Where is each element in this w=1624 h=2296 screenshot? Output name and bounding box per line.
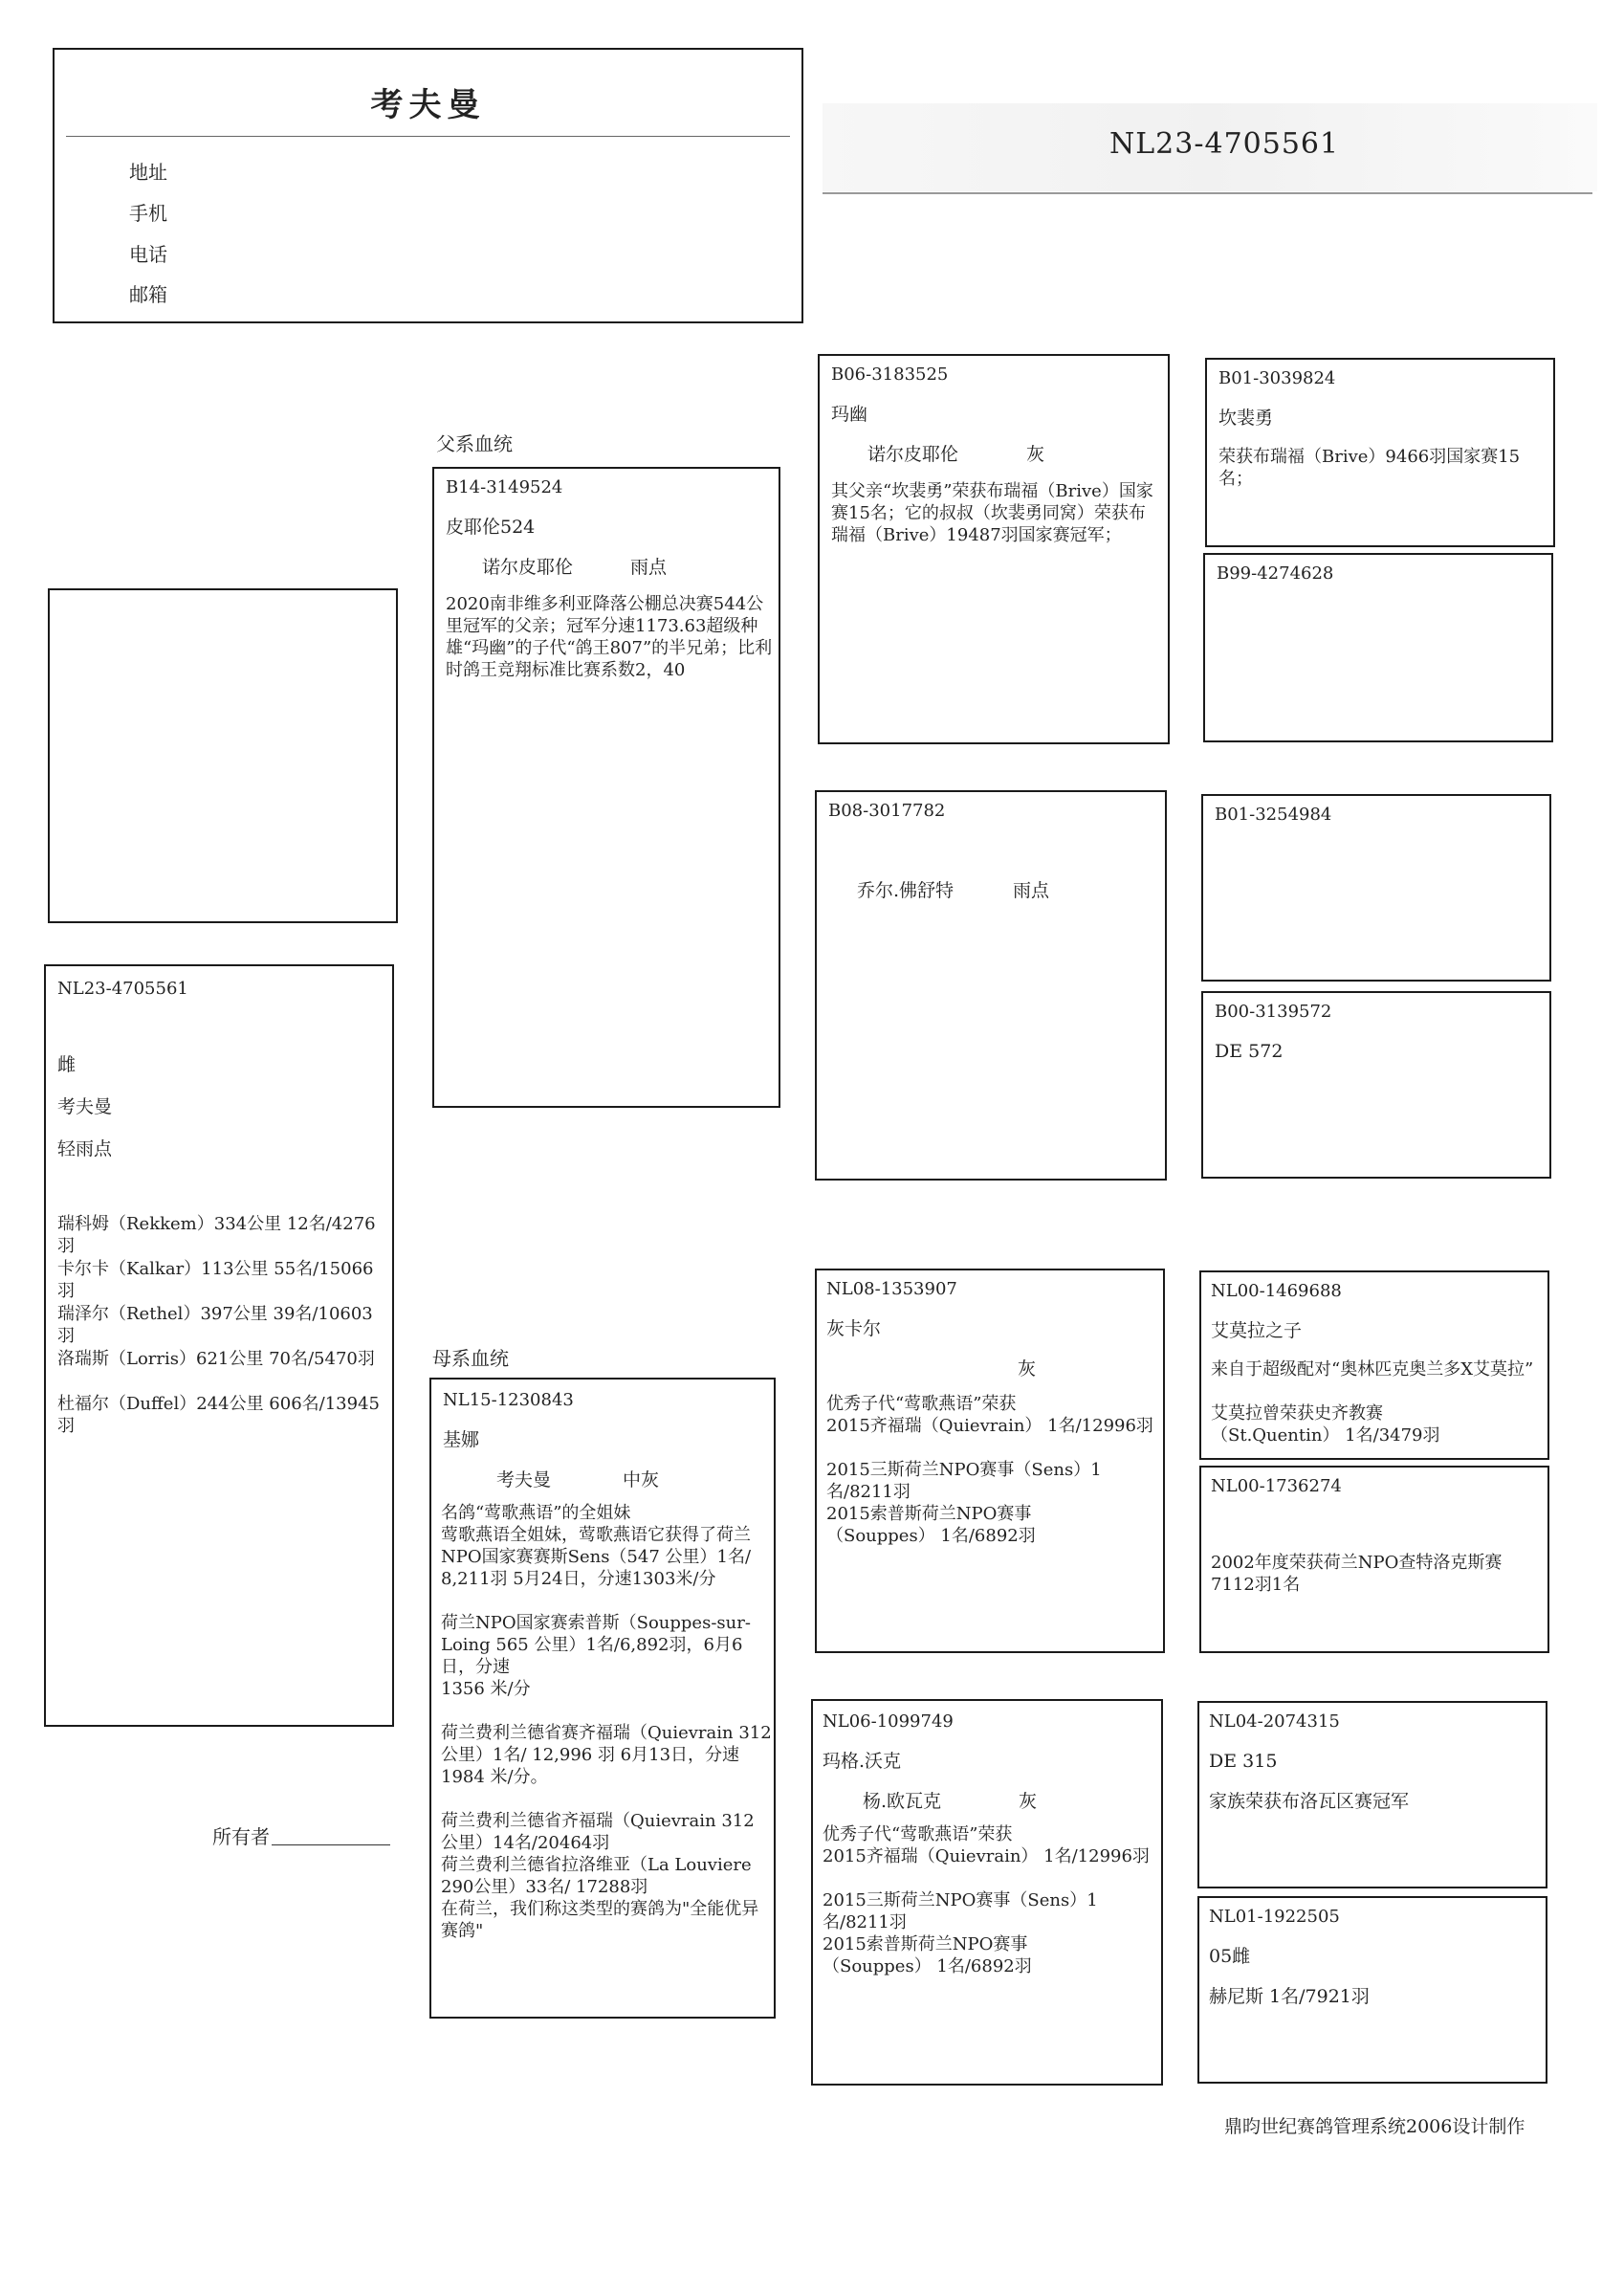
sire-dam-box bbox=[815, 790, 1167, 1181]
owner-header-box bbox=[53, 48, 803, 323]
sire-dam-ring: B08-3017782 bbox=[828, 801, 946, 821]
sss-name: 坎裴勇 bbox=[1218, 408, 1274, 429]
dam-sire-note: 2015索普斯荷兰NPO赛事 bbox=[826, 1504, 1032, 1524]
sdd-name: DE 572 bbox=[1215, 1041, 1284, 1062]
subject-box bbox=[44, 964, 394, 1727]
sire-color: 雨点 bbox=[630, 557, 668, 578]
dam-color: 中灰 bbox=[623, 1469, 660, 1490]
dam-sire-note: 2015齐福瑞（Quievrain） 1名/12996羽 bbox=[826, 1416, 1153, 1436]
dam-dam-note: 2015索普斯荷兰NPO赛事 bbox=[823, 1934, 1028, 1954]
dam-dam-note: （Souppes） 1名/6892羽 bbox=[823, 1956, 1032, 1976]
subject-result: 瑞科姆（Rekkem）334公里 12名/4276羽 bbox=[57, 1214, 376, 1256]
owner-signature-label: 所有者 bbox=[212, 1825, 270, 1848]
sire-notes: 2020南非维多利亚降落公棚总决赛544公里冠军的父亲；冠军分速1173.63超级种雄“玛幽”的子代“鸽王807”的半兄弟；比利时鸽王竞翔标准比赛系数2，40 bbox=[446, 594, 773, 680]
ring-number-header: NL23-4705561 bbox=[1109, 127, 1340, 161]
dam-line-label: 母系血统 bbox=[432, 1347, 509, 1370]
dam-sire-name: 灰卡尔 bbox=[826, 1318, 882, 1339]
dam-sire-note: 优秀子代“莺歌燕语”荣获 bbox=[826, 1394, 1017, 1414]
dsd-ring: NL00-1736274 bbox=[1211, 1476, 1342, 1496]
sire-box bbox=[432, 467, 780, 1108]
dam-dam-ring: NL06-1099749 bbox=[823, 1711, 954, 1732]
dam-sire-ring: NL08-1353907 bbox=[826, 1279, 957, 1299]
sire-line-label: 父系血统 bbox=[436, 432, 513, 455]
sire-dam-color: 雨点 bbox=[1013, 880, 1050, 901]
dsd-notes: 2002年度荣获荷兰NPO查特洛克斯赛7112羽1名 bbox=[1211, 1553, 1503, 1595]
header-divider bbox=[66, 136, 790, 137]
mobile-label: 手机 bbox=[129, 202, 167, 225]
subject-breeder: 考夫曼 bbox=[57, 1096, 113, 1117]
dam-sire-note: 2015三斯荷兰NPO赛事（Sens）1名/8211羽 bbox=[826, 1460, 1102, 1502]
dds-notes: 家族荣获布洛瓦区赛冠军 bbox=[1209, 1791, 1410, 1812]
dam-note: 荷兰费利兰德省拉洛维亚（La Louviere 290公里）33名/ 17288羽 bbox=[441, 1855, 752, 1897]
subject-color: 轻雨点 bbox=[57, 1138, 113, 1159]
subject-result: 洛瑞斯（Lorris）621公里 70名/5470羽 bbox=[57, 1349, 375, 1369]
dam-dam-box bbox=[811, 1699, 1163, 2086]
ddd-name: 05雌 bbox=[1209, 1946, 1251, 1967]
sire-sire-color: 灰 bbox=[1026, 444, 1045, 465]
dsd-box bbox=[1199, 1466, 1549, 1653]
sire-name: 皮耶伦524 bbox=[446, 517, 536, 538]
ring-header-rule bbox=[823, 192, 1592, 194]
ddd-box bbox=[1197, 1896, 1547, 2084]
ddd-notes: 赫尼斯 1名/7921羽 bbox=[1209, 1986, 1370, 2007]
dam-box bbox=[429, 1378, 776, 2019]
dam-note: 名鸽“莺歌燕语”的全姐妹 bbox=[441, 1503, 631, 1523]
dam-sire-color: 灰 bbox=[1018, 1358, 1037, 1380]
ssd-box bbox=[1203, 553, 1553, 742]
dam-note: 在荷兰，我们称这类型的赛鸽为"全能优异赛鸽" bbox=[441, 1899, 759, 1941]
phone-label: 电话 bbox=[129, 243, 167, 266]
sire-ring: B14-3149524 bbox=[446, 477, 563, 497]
dam-note: 荷兰NPO国家赛索普斯（Souppes-sur-Loing 565 公里）1名/6,892羽，6月6日，分速 bbox=[441, 1613, 751, 1677]
sire-sire-notes: 其父亲“坎裴勇”荣获布瑞福（Brive）国家赛15名；它的叔叔（坎裴勇同窝）荣获布瑞福（Brive）19487羽国家赛冠军； bbox=[831, 481, 1153, 545]
sss-box bbox=[1205, 358, 1555, 547]
sdd-box bbox=[1201, 991, 1551, 1179]
dss-ring: NL00-1469688 bbox=[1211, 1281, 1342, 1301]
dam-dam-note: 优秀子代“莺歌燕语”荣获 bbox=[823, 1824, 1013, 1844]
subject-result: 卡尔卡（Kalkar）113公里 55名/15066羽 bbox=[57, 1259, 374, 1301]
dam-ring: NL15-1230843 bbox=[443, 1390, 574, 1410]
dam-note: 荷兰费利兰德省赛齐福瑞（Quievrain 312 公里）1名/ 12,996 羽 6月13日，分速 1984 米/分。 bbox=[441, 1723, 772, 1787]
subject-result: 杜福尔（Duffel）244公里 606名/13945羽 bbox=[57, 1394, 380, 1436]
subject-sex: 雌 bbox=[57, 1054, 77, 1075]
dss-note: 艾莫拉曾荣获史齐教赛 bbox=[1211, 1403, 1383, 1424]
dam-note: 莺歌燕语全姐妹，莺歌燕语它获得了荷兰NPO国家赛赛斯Sens（547 公里）1名/ 8,211羽 5月24日，分速1303米/分 bbox=[441, 1525, 752, 1589]
dss-name: 艾莫拉之子 bbox=[1211, 1320, 1303, 1341]
sds-box bbox=[1201, 794, 1551, 982]
dss-box bbox=[1199, 1270, 1549, 1460]
sire-sire-box bbox=[818, 354, 1170, 744]
dam-dam-color: 灰 bbox=[1019, 1791, 1038, 1812]
dam-breeder: 考夫曼 bbox=[496, 1469, 552, 1490]
dds-box bbox=[1197, 1701, 1547, 1888]
address-label: 地址 bbox=[129, 161, 167, 184]
dds-ring: NL04-2074315 bbox=[1209, 1711, 1340, 1732]
sdd-ring: B00-3139572 bbox=[1215, 1002, 1332, 1022]
owner-signature-line bbox=[272, 1844, 390, 1845]
photo-box bbox=[48, 588, 398, 923]
dam-dam-breeder: 杨.欧瓦克 bbox=[863, 1791, 942, 1812]
dss-note: （St.Quentin） 1名/3479羽 bbox=[1211, 1425, 1440, 1446]
dds-name: DE 315 bbox=[1209, 1751, 1278, 1772]
email-label: 邮箱 bbox=[129, 283, 167, 306]
sds-ring: B01-3254984 bbox=[1215, 805, 1332, 825]
ddd-ring: NL01-1922505 bbox=[1209, 1907, 1340, 1927]
dam-note: 1356 米/分 bbox=[441, 1679, 531, 1699]
dam-name: 基娜 bbox=[443, 1429, 480, 1450]
dam-sire-box bbox=[815, 1269, 1165, 1653]
dam-dam-note: 2015三斯荷兰NPO赛事（Sens）1名/8211羽 bbox=[823, 1890, 1098, 1932]
sire-sire-breeder: 诺尔皮耶伦 bbox=[867, 444, 959, 465]
sss-notes: 荣获布瑞福（Brive）9466羽国家赛15名； bbox=[1218, 447, 1521, 489]
dss-note: 来自于超级配对“奥林匹克奥兰多X艾莫拉” bbox=[1211, 1359, 1534, 1380]
dam-note: 荷兰费利兰德省齐福瑞（Quievrain 312 公里）14名/20464羽 bbox=[441, 1811, 755, 1853]
ssd-ring: B99-4274628 bbox=[1217, 563, 1334, 584]
sire-sire-name: 玛幽 bbox=[831, 404, 868, 425]
footer-credit: 鼎昀世纪赛鸽管理系统2006设计制作 bbox=[1224, 2116, 1525, 2137]
dam-dam-name: 玛格.沃克 bbox=[823, 1751, 902, 1772]
dam-dam-note: 2015齐福瑞（Quievrain） 1名/12996羽 bbox=[823, 1846, 1150, 1866]
sss-ring: B01-3039824 bbox=[1218, 368, 1336, 388]
subject-ring: NL23-4705561 bbox=[57, 979, 188, 999]
sire-dam-breeder: 乔尔.佛舒特 bbox=[857, 880, 955, 901]
subject-result: 瑞泽尔（Rethel）397公里 39名/10603羽 bbox=[57, 1304, 373, 1346]
owner-name: 考夫曼 bbox=[370, 86, 486, 124]
dam-sire-note: （Souppes） 1名/6892羽 bbox=[826, 1526, 1036, 1546]
sire-breeder: 诺尔皮耶伦 bbox=[482, 557, 574, 578]
sire-sire-ring: B06-3183525 bbox=[831, 364, 949, 385]
